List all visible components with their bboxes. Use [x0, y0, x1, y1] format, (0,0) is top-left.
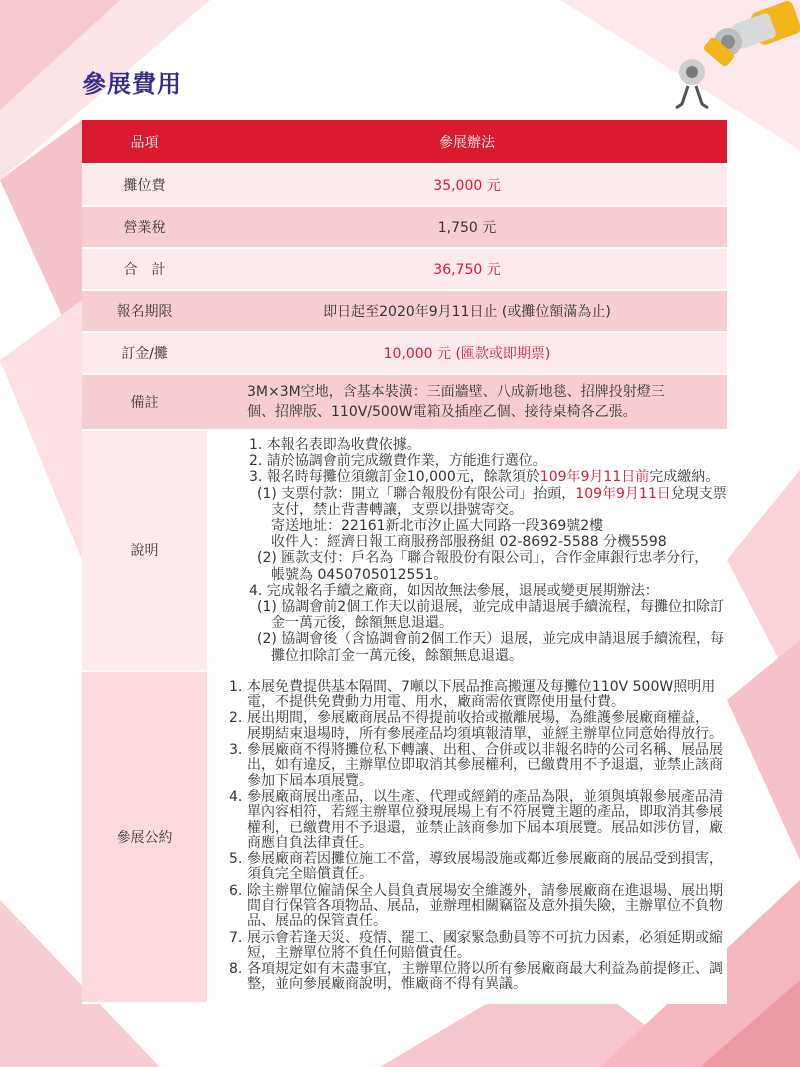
- terms-item-line: 展示會若逢天災、疫情、罷工、國家緊急動員等不可抗力因素，必須延期或縮: [247, 929, 723, 946]
- row-business-tax: [82, 206, 727, 248]
- remarks-line: 個、招牌版、110V/500W電箱及插座乙個、接待桌椅各乙張。: [247, 404, 637, 420]
- instruction-line: 2. 請於協調會前完成繳費作業，方能進行選位。: [249, 453, 547, 470]
- terms-item: [229, 929, 723, 962]
- instructions-label: 說明: [82, 430, 207, 671]
- remarks-value: [207, 374, 727, 430]
- terms-label: 參展公約: [82, 671, 207, 1003]
- deadline-value: 即日起至2020年9月11日止 (或攤位額滿為止): [207, 290, 727, 332]
- instruction-line: (2) 協調會後（含協調會前2個工作天）退展，並完成申請退展手續流程，每: [257, 631, 725, 648]
- terms-item-number: 7.: [229, 929, 243, 946]
- terms-item-line: 展出期間，參展廠商展品不得提前收拾或撤離展場，為維護參展廠商權益，: [247, 710, 709, 727]
- terms-item-number: 8.: [229, 961, 243, 978]
- instruction-text: (1) 支票付款：開立「聯合報股份有限公司」抬頭，: [257, 485, 576, 502]
- instruction-line: 攤位扣除訂金一萬元後，餘額無息退還。: [271, 647, 523, 664]
- instruction-line: 金一萬元後，餘額無息退還。: [271, 615, 453, 632]
- row-booth-fee: [82, 164, 727, 206]
- instruction-line: (2) 匯款支付：戶名為「聯合報股份有限公司」，合作金庫銀行忠孝分行，: [257, 550, 709, 567]
- terms-item-line: 參展廠商不得將攤位私下轉讓、出租、合併或以非報名時的公司名稱、展品展: [247, 742, 723, 759]
- terms-item: [229, 961, 723, 993]
- terms-item: [229, 742, 723, 789]
- header-item: 品項: [82, 120, 207, 164]
- remarks-label: 備註: [82, 374, 207, 430]
- fee-table: [82, 120, 727, 1004]
- terms-item-line: 本展免費提供基本隔間、7噸以下展品推高搬運及每攤位110V 500W照明用: [247, 678, 716, 695]
- row-deadline: [82, 290, 727, 332]
- row-total: [82, 248, 727, 290]
- table-header-row: [82, 120, 727, 164]
- page-title: 參展費用: [82, 70, 182, 98]
- row-deposit: [82, 332, 727, 374]
- terms-item-number: 6.: [229, 882, 243, 899]
- terms-item: [229, 710, 723, 742]
- instruction-text: 兌現支票: [670, 485, 727, 502]
- terms-item-line: 單內容相符，若經主辦單位發現展場上有不符展覽主題的產品，即取消其參展: [247, 804, 723, 821]
- deposit-label: 訂金/攤: [82, 332, 207, 374]
- mailing-address: 寄送地址：22161新北市汐止區大同路一段369號2樓: [271, 518, 604, 535]
- total-value: 36,750 元: [207, 248, 727, 290]
- row-terms: [82, 671, 727, 1003]
- recipient-contact: 收件人：經濟日報工商服務部服務組 02-8692-5588 分機5598: [271, 534, 667, 551]
- deadline-label: 報名期限: [82, 290, 207, 332]
- terms-item-line: 參展廠商展出產品，以生產、代理或經銷的產品為限，並須與填報參展產品清: [247, 788, 723, 805]
- terms-item-line: 須負完全賠償責任。: [247, 866, 373, 883]
- terms-item-number: 3.: [229, 742, 243, 759]
- tax-value: 1,750 元: [207, 206, 727, 248]
- instruction-line-check: [235, 485, 727, 502]
- instruction-text: 3. 報名時每攤位須繳訂金10,000元，餘款須於: [249, 469, 540, 486]
- terms-item-line: 短，主辦單位將不負任何賠償責任。: [247, 944, 471, 961]
- instruction-date: 109年9月11日: [575, 485, 671, 502]
- row-remarks: [82, 374, 727, 430]
- instruction-deadline: 109年9月11日前: [539, 469, 650, 486]
- deposit-note: (匯款或即期票): [455, 346, 551, 362]
- terms-item-line: 除主辦單位僱請保全人員負責展場安全維護外，請參展廠商在進退場、展出期: [247, 882, 723, 899]
- terms-item-line: 商應自負法律責任。: [247, 834, 373, 851]
- booth-fee-label: 攤位費: [82, 164, 207, 206]
- terms-item-number: 2.: [229, 710, 243, 727]
- instruction-line: 支付，禁止背書轉讓，支票以掛號寄交。: [271, 501, 523, 518]
- terms-item-line: 品、展品的保管責任。: [247, 913, 387, 930]
- terms-item-line: 整，並向參展廠商說明，惟廠商不得有異議。: [247, 976, 527, 993]
- terms-item-number: 4.: [229, 788, 243, 805]
- instruction-line: 4. 完成報名手續之廠商，如因故無法參展，退展或變更展期辦法：: [249, 582, 659, 599]
- row-instructions: [82, 430, 727, 671]
- header-method: 參展辦法: [207, 120, 727, 164]
- instruction-line-3: [235, 469, 720, 486]
- terms-item: [229, 851, 723, 883]
- tax-label: 營業稅: [82, 206, 207, 248]
- terms-value: [207, 671, 727, 1003]
- remarks-line: 3M×3M空地，含基本裝潢：三面牆壁、八成新地毯、招牌投射燈三: [247, 384, 665, 400]
- deposit-value: [207, 332, 727, 374]
- terms-item: [229, 678, 716, 711]
- bank-account: 帳號為 0450705012551。: [271, 566, 448, 583]
- total-label: 合 計: [82, 248, 207, 290]
- instructions-value: [207, 430, 727, 671]
- robot-arm-illustration: [636, 0, 800, 120]
- instruction-line: (1) 協調會前2個工作天以前退展，並完成申請退展手續流程，每攤位扣除訂: [257, 599, 725, 616]
- terms-item-line: 參加下屆本項展覽。: [247, 772, 373, 789]
- terms-item-line: 參展廠商若因攤位施工不當，導致展場設施或鄰近參展廠商的展品受到損害，: [247, 851, 723, 868]
- terms-item-line: 電，不提供免費動力用電、用水，廠商需依實際使用量付費。: [247, 694, 625, 711]
- terms-item-line: 權利，已繳費用不予退還，並禁止該商參加下屆本項展覽。展品如涉仿冒，廠: [247, 819, 723, 836]
- terms-item: [229, 788, 723, 851]
- terms-item-number: 1.: [229, 678, 243, 695]
- terms-item-line: 出，如有違反，主辦單位即取消其參展權利，已繳費用不予退還，並禁止該商: [247, 757, 723, 774]
- booth-fee-value: 35,000 元: [207, 164, 727, 206]
- instruction-text: 完成繳納。: [649, 469, 720, 486]
- instruction-line: 1. 本報名表即為收費依據。: [249, 437, 421, 453]
- terms-item-number: 5.: [229, 851, 243, 868]
- deposit-amount: 10,000 元: [383, 346, 456, 362]
- terms-item: [229, 882, 723, 930]
- terms-item-line: 間自行保管各項物品、展品，並辦理相關竊盜及意外損失險，主辦單位不負物: [247, 898, 723, 914]
- terms-item-line: 各項規定如有未盡事宜，主辦單位將以所有參展廠商最大利益為前提修正、調: [247, 961, 723, 978]
- terms-item-line: 展期結束退場時，所有參展產品均須填報清單，並經主辦單位同意始得放行。: [247, 725, 723, 742]
